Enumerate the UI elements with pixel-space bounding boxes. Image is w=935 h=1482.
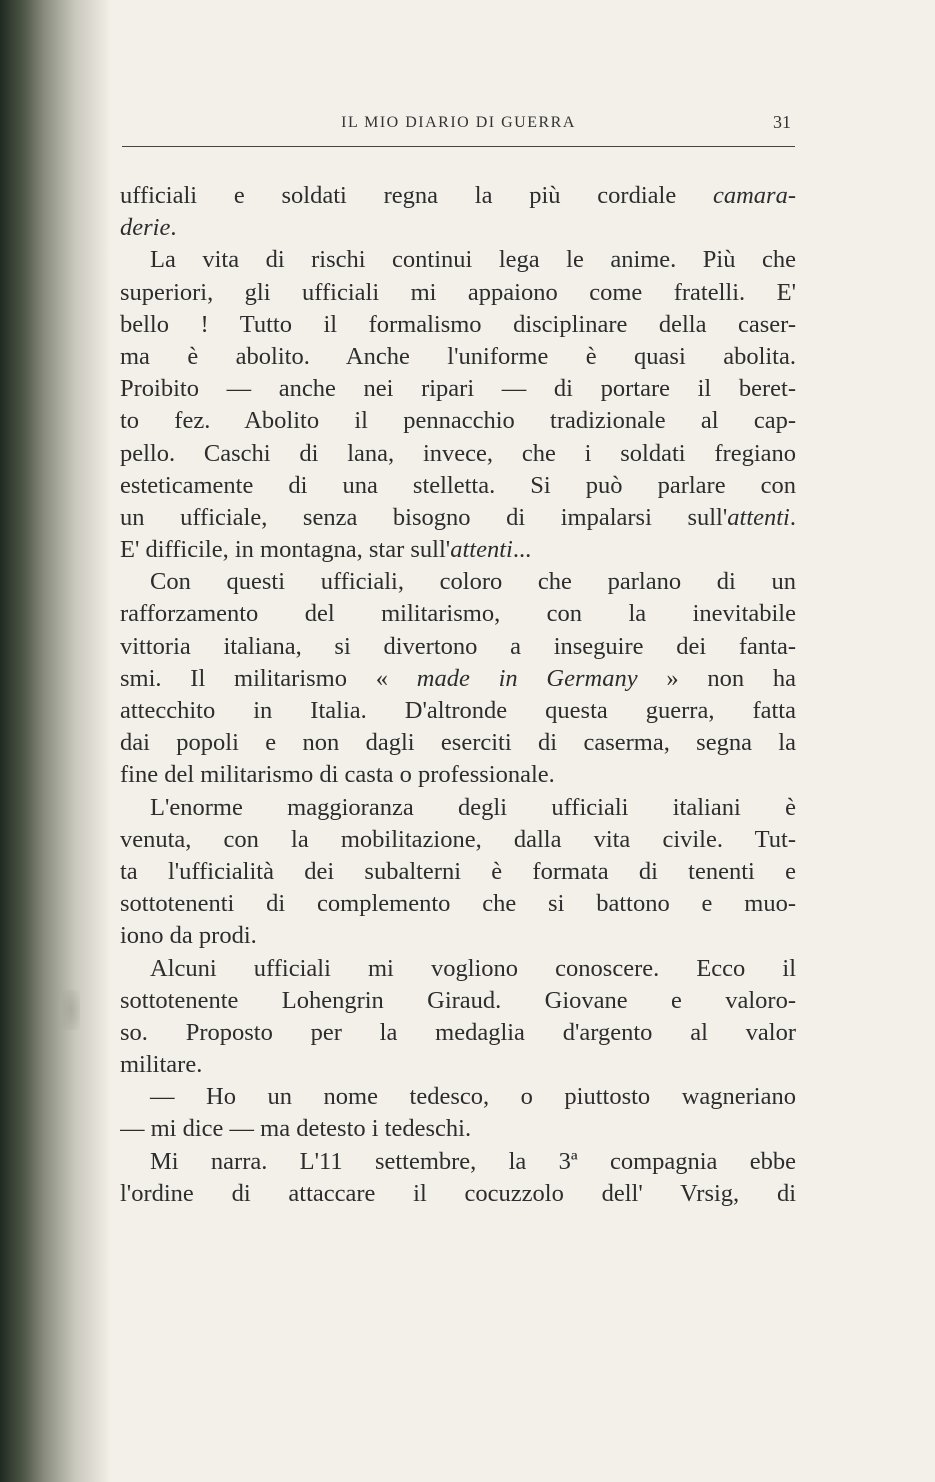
text-line: superiori, gli ufficiali mi appaiono come fratelli. E' <box>120 278 796 306</box>
text-line: pello. Caschi di lana, invece, che i soldati fregiano <box>120 439 796 467</box>
text-line: vittoria italiana, si divertono a inseguire dei fanta- <box>120 632 796 660</box>
text-line: iono da prodi. <box>120 922 257 950</box>
text-line: Mi narra. L'11 settembre, la 3ª compagnia ebbe <box>150 1147 796 1175</box>
text-line: L'enorme maggioranza degli ufficiali italiani è <box>150 793 796 821</box>
text-line: so. Proposto per la medaglia d'argento al valor <box>120 1018 796 1046</box>
body-text <box>120 180 796 1210</box>
text-line: ma è abolito. Anche l'uniforme è quasi abolita. <box>120 342 796 370</box>
header-rule <box>122 146 795 147</box>
text-line: smi. Il militarismo « made in Germany » non ha <box>120 664 796 692</box>
book-binding-shadow <box>0 0 110 1482</box>
text-line: militare. <box>120 1051 203 1079</box>
text-line: Con questi ufficiali, coloro che parlano di un <box>150 568 796 596</box>
page-stain <box>62 990 80 1030</box>
text-line: — mi dice — ma detesto i tedeschi. <box>120 1115 472 1143</box>
text-line: derie. <box>120 214 177 242</box>
text-line: fine del militarismo di casta o professionale. <box>120 761 555 789</box>
text-line: — Ho un nome tedesco, o piuttosto wagneriano <box>150 1083 796 1111</box>
text-line: Alcuni ufficiali mi vogliono conoscere. Ecco il <box>150 954 796 982</box>
text-line: rafforzamento del militarismo, con la inevitabile <box>120 600 796 628</box>
text-line: ufficiali e soldati regna la più cordiale camara- <box>120 182 796 209</box>
text-line: to fez. Abolito il pennacchio tradizionale al cap- <box>120 407 796 435</box>
text-line: venuta, con la mobilitazione, dalla vita civile. Tut- <box>120 825 796 853</box>
running-title: IL MIO DIARIO DI GUERRA <box>341 114 576 131</box>
text-line: esteticamente di una stelletta. Si può parlare con <box>120 471 796 499</box>
page-header <box>122 108 795 142</box>
text-line: sottotenenti di complemento che si battono e muo- <box>120 890 796 918</box>
text-line: ta l'ufficialità dei subalterni è formata di tenenti e <box>120 857 796 885</box>
text-line: un ufficiale, senza bisogno di impalarsi sull'attenti. <box>120 503 796 531</box>
text-line: La vita di rischi continui lega le anime. Più che <box>150 246 796 274</box>
text-line: dai popoli e non dagli eserciti di caserma, segna la <box>120 729 796 757</box>
text-line: E' difficile, in montagna, star sull'attenti... <box>120 536 532 564</box>
text-line: Proibito — anche nei ripari — di portare il beret- <box>120 375 796 403</box>
text-line: attecchito in Italia. D'altronde questa guerra, fatta <box>120 697 796 724</box>
text-line: sottotenente Lohengrin Giraud. Giovane e valoro- <box>120 986 796 1014</box>
page-number: 31 <box>773 112 791 132</box>
text-line: bello ! Tutto il formalismo disciplinare della caser- <box>120 310 796 338</box>
text-line: l'ordine di attaccare il cocuzzolo dell' Vrsig, di <box>120 1179 796 1207</box>
